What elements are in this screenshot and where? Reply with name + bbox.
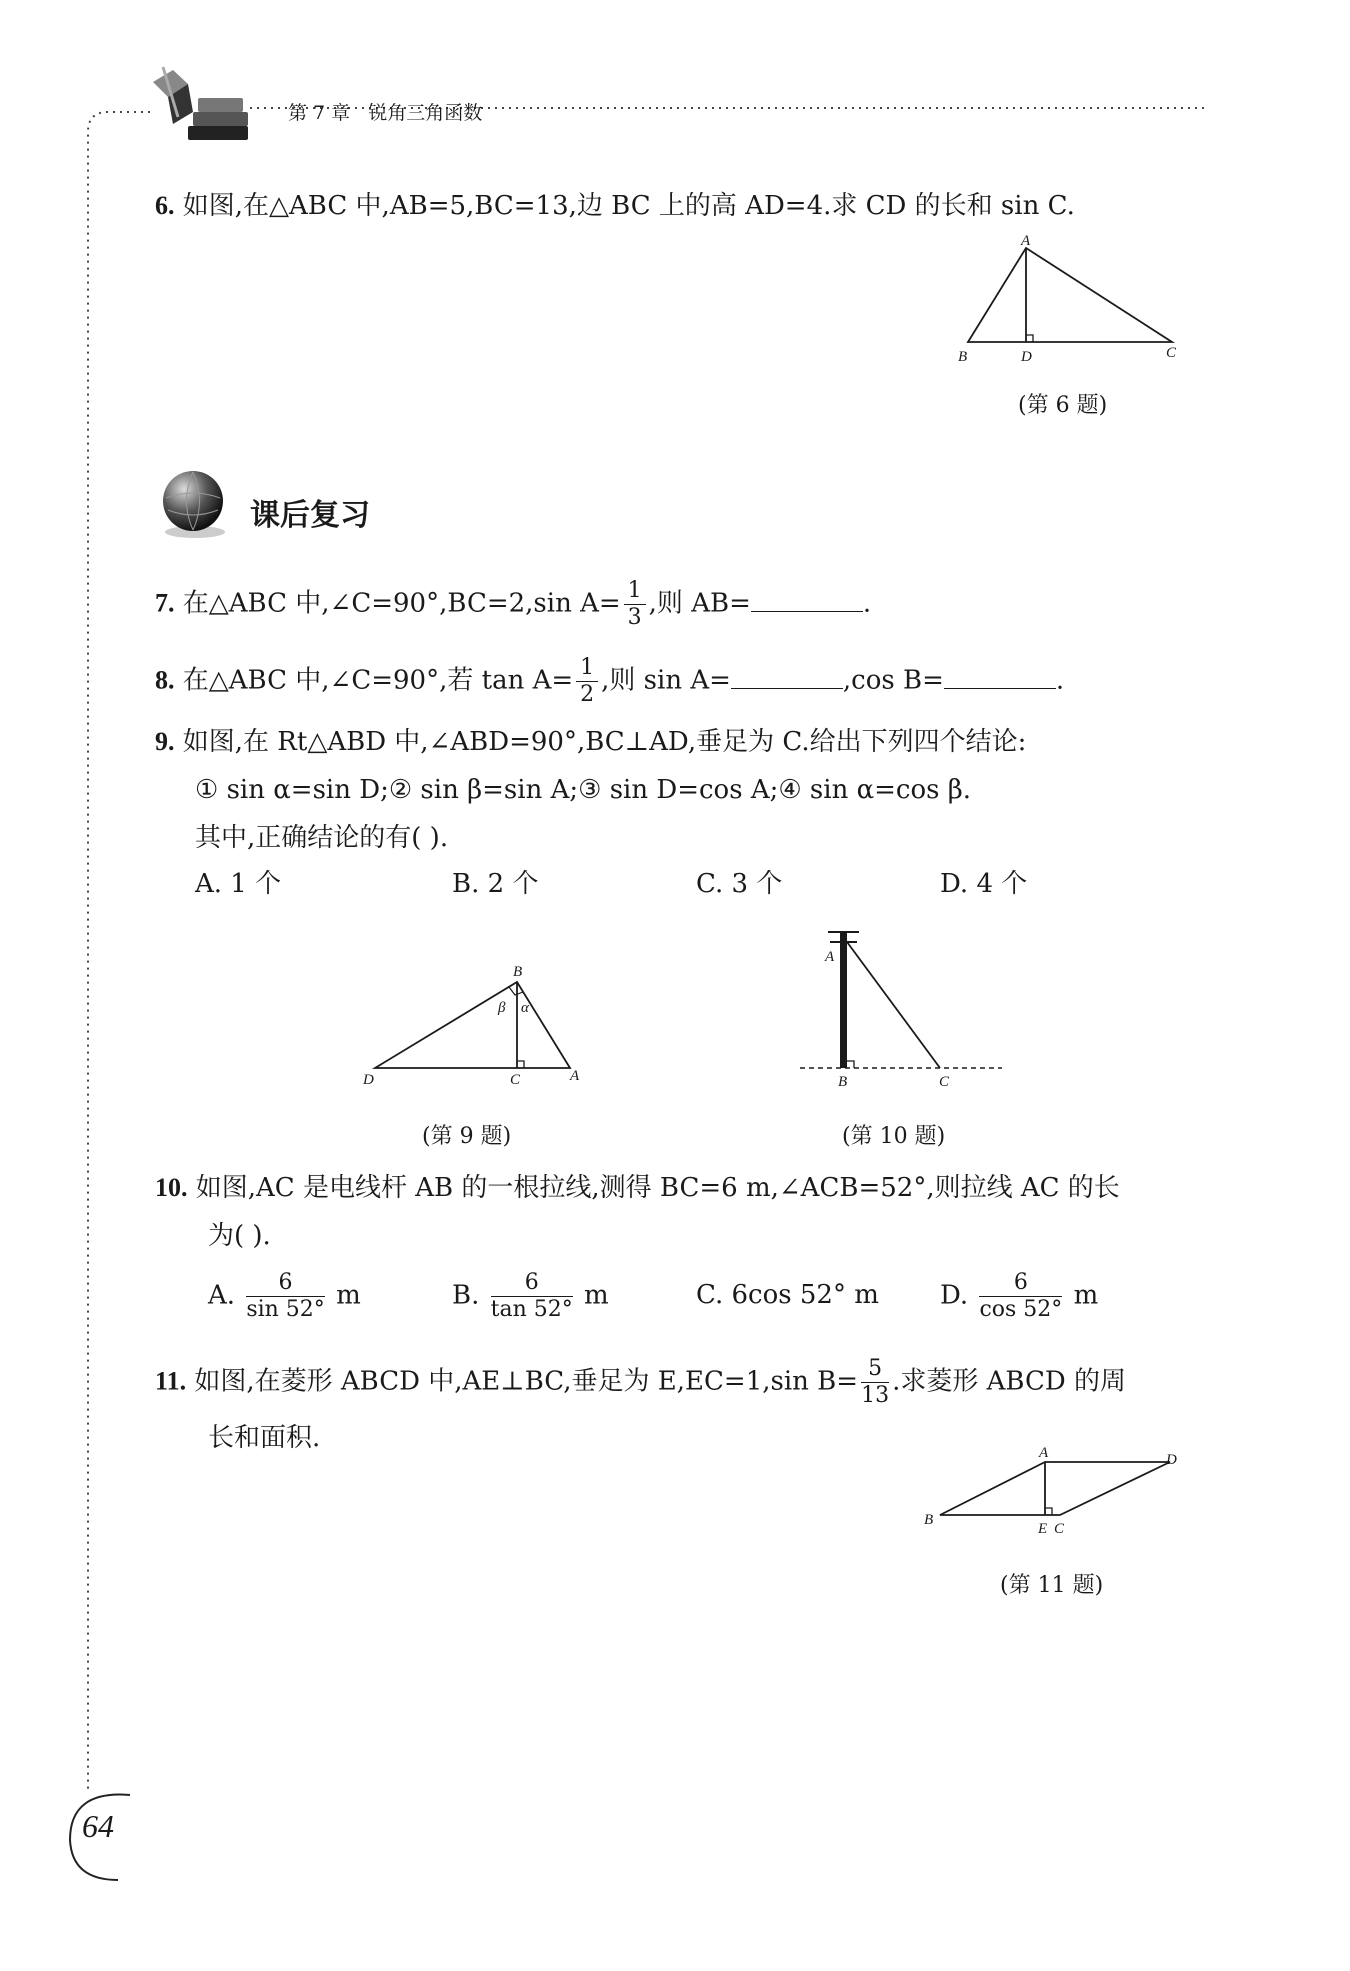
fraction-numerator: 1 [624,580,646,605]
label-beta: β [498,1000,506,1016]
question-number: 6. [155,191,175,220]
question-9 [155,724,1026,760]
option-prefix: A. [208,1280,236,1311]
answer-blank[interactable] [944,664,1056,689]
fraction-numerator: 1 [576,657,598,682]
unit: m [1073,1280,1099,1311]
question-text: ,cos B= [842,665,944,696]
label-C: C [510,1072,521,1088]
fraction [861,1358,889,1407]
fraction-denominator: cos 52° [979,1297,1063,1322]
punctuation: . [1055,665,1065,696]
fraction-numerator: 5 [861,1358,889,1383]
chapter-title: 锐角三角函数 [368,102,483,124]
question-11-cont: 长和面积. [208,1423,321,1453]
question-6 [155,188,1075,224]
question-text: 如图,在菱形 ABCD 中,AE⊥BC,垂足为 E,EC=1,sin B= [194,1366,859,1397]
page-number: 64 [82,1808,114,1844]
label-A: A [1039,1445,1049,1461]
unit: m [584,1280,609,1311]
answer-blank[interactable] [751,587,863,612]
figure-caption-q6: (第 6 题) [1018,393,1108,418]
figure-q9 [360,955,590,1095]
question-8 [155,657,1064,706]
q10-option-d[interactable] [940,1272,1098,1321]
figure-caption-q9: (第 9 题) [422,1124,512,1149]
fraction [491,1272,573,1321]
label-A: A [570,1068,580,1084]
globe-icon [158,468,232,542]
question-7 [155,580,871,629]
books-logo-icon [148,62,253,147]
figure-q10 [780,920,1010,1095]
figure-q11 [920,1440,1190,1550]
label-A: A [825,949,835,965]
question-10 [155,1170,1120,1206]
fraction [576,657,598,706]
punctuation: . [862,588,872,619]
chapter-label: 第 7 章 [288,102,351,124]
fraction-denominator: 2 [580,682,595,707]
question-text: 如图,在 Rt△ABD 中,∠ABD=90°,BC⊥AD,垂足为 C.给出下列四个结论: [182,727,1027,757]
q10-option-b[interactable] [452,1272,609,1321]
question-9-prompt: 其中,正确结论的有( ). [195,823,449,853]
section-title: 课后复习 [250,498,370,533]
fraction [979,1272,1062,1321]
label-D: D [1166,1452,1177,1468]
figure-q6 [950,235,1190,365]
question-number: 7. [155,588,175,618]
fraction-numerator: 6 [246,1272,324,1297]
question-text: 在△ABC 中,∠C=90°,若 tan A= [182,665,574,696]
question-11 [155,1358,1126,1407]
question-number: 10. [155,1173,188,1202]
question-text: ,则 AB= [648,588,751,619]
question-text: 如图,AC 是电线杆 AB 的一根拉线,测得 BC=6 m,∠ACB=52°,则拉线 AC 的长 [195,1173,1120,1203]
label-A: A [1021,235,1031,249]
fraction-numerator: 6 [491,1272,573,1297]
q9-option-d[interactable]: D. 4 个 [940,869,1028,899]
label-C: C [939,1074,950,1090]
question-number: 11. [155,1366,187,1396]
question-9-conclusions: ① sin α=sin D;② sin β=sin A;③ sin D=cos A;④ sin α=cos β. [195,775,972,805]
question-text: 在△ABC 中,∠C=90°,BC=2,sin A= [182,588,621,619]
label-C: C [1166,345,1177,361]
figure-caption-q10: (第 10 题) [842,1124,946,1149]
label-B: B [838,1074,848,1090]
question-number: 8. [155,665,175,695]
fraction [624,580,646,629]
figure-caption-q11: (第 11 题) [1000,1573,1104,1598]
question-number: 9. [155,727,175,756]
label-B: B [958,349,968,365]
question-10-cont: 为( ). [208,1221,271,1251]
question-text: 如图,在△ABC 中,AB=5,BC=13,边 BC 上的高 AD=4.求 CD 的长和 sin C. [182,191,1075,221]
option-prefix: D. [940,1280,969,1311]
fraction-denominator: 3 [627,605,642,630]
header-chapter [288,98,482,125]
answer-blank[interactable] [731,664,843,689]
fraction-denominator: sin 52° [246,1297,325,1322]
q10-option-a[interactable] [208,1272,361,1321]
q9-option-c[interactable]: C. 3 个 [696,869,783,899]
q10-option-c[interactable]: C. 6cos 52° m [696,1280,879,1310]
label-B: B [513,964,523,980]
label-alpha: α [521,1000,529,1016]
question-text: ,则 sin A= [601,665,731,696]
question-text: .求菱形 ABCD 的周 [892,1366,1126,1397]
fraction-denominator: 13 [861,1383,890,1408]
fraction-denominator: tan 52° [490,1297,573,1322]
q9-option-a[interactable]: A. 1 个 [195,869,282,899]
label-B: B [924,1512,934,1528]
label-D: D [1021,349,1032,365]
unit: m [336,1280,361,1311]
label-D: D [363,1072,374,1088]
option-prefix: B. [452,1280,480,1311]
label-C: C [1054,1521,1065,1537]
fraction [246,1272,324,1321]
q9-option-b[interactable]: B. 2 个 [452,869,539,899]
fraction-numerator: 6 [979,1272,1062,1297]
label-E: E [1038,1521,1048,1537]
